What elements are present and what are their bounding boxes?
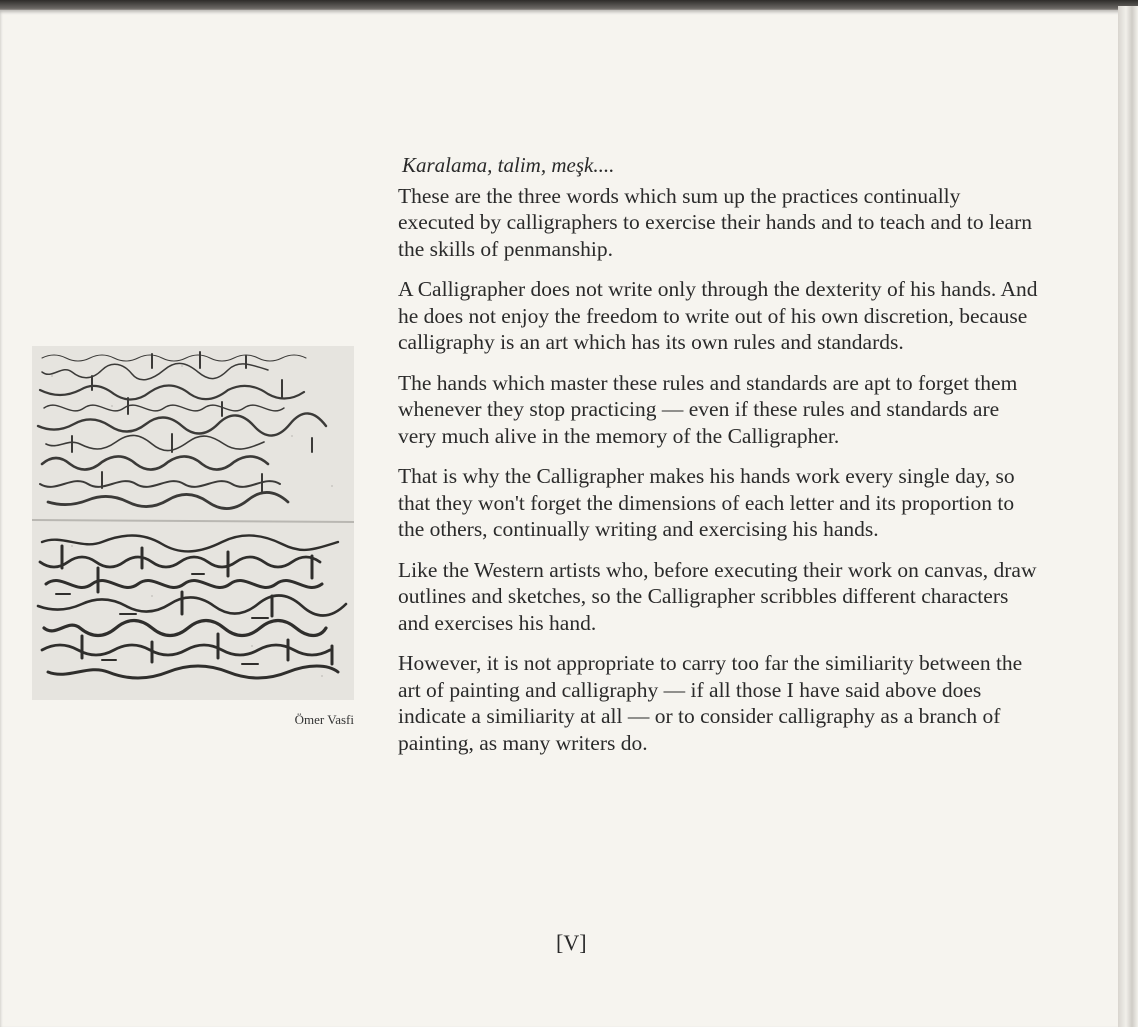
- intro-line: Karalama, talim, meşk....: [402, 153, 615, 177]
- figure-caption: Ömer Vasfi: [294, 712, 354, 727]
- paragraph: Like the Western artists who, before executing their work on canvas, draw outlines and sketches, so the Calligrapher scribbles different characters and exercises his hand.: [398, 557, 1037, 635]
- paragraph: However, it is not appropriate to carry too far the similiarity between the art of painting and calligraphy — if all those I have said above does indicate a similiarity at all — or to consider calligraphy as a branch of painting, as many writers do.: [398, 651, 1023, 755]
- paragraph: That is why the Calligrapher makes his hands work every single day, so that they won't forget the dimensions of each letter and its proportion to the others, continually writing and exercising his hands.: [398, 464, 1015, 541]
- paragraph: These are the three words which sum up the practices continually executed by calligraphers to exercise their hands and to teach and to learn the skills of penmanship.: [398, 183, 1032, 261]
- paragraph: A Calligrapher does not write only through the dexterity of his hands. And he does not enjoy the freedom to write out of his own discretion, because calligraphy is an art which has its own rules and standards.: [398, 277, 1038, 354]
- page-number: [V]: [556, 930, 587, 955]
- main-text-column: [398, 152, 1038, 770]
- calligraphy-practice-image: [32, 346, 354, 700]
- paragraph: The hands which master these rules and standards are apt to forget them whenever they stop practicing — even if these rules and standards are very much alive in the memory of the Calligrapher.: [398, 370, 1018, 448]
- page-stack-edge: [1118, 6, 1138, 1027]
